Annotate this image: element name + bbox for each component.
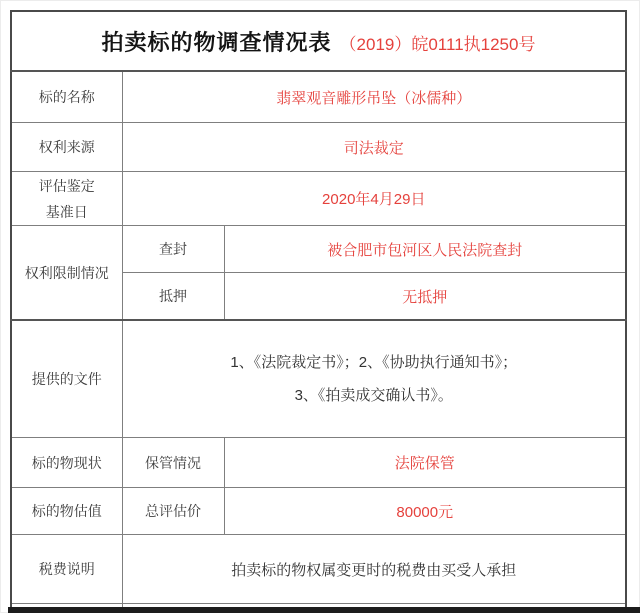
current-status-label: 标的物现状 [11,438,122,488]
valuation-base-date-label-line1: 评估鉴定 [38,177,95,194]
row-tax-note [11,535,626,604]
seizure-value: 被合肥市包河区人民法院查封 [224,226,626,273]
valuation-label: 标的物估值 [11,488,122,535]
subject-name-label: 标的名称 [11,71,122,123]
page-title: 拍卖标的物调查情况表 [101,29,332,55]
custody-label: 保管情况 [122,438,224,488]
row-valuation-base-date [11,172,626,226]
total-appraisal-value: 80000元 [224,488,626,535]
row-right-restriction-seizure [11,226,626,273]
documents-value [122,320,626,438]
case-number: （2019）皖0111执1250号 [339,34,536,54]
custody-value: 法院保管 [224,438,626,488]
auction-survey-table [10,10,627,613]
documents-line2: 3、《拍卖成交确认书》。 [294,387,453,404]
row-documents [11,320,626,438]
total-appraisal-label: 总评估价 [122,488,224,535]
row-current-status [11,438,626,488]
right-restriction-label: 权利限制情况 [11,226,122,321]
valuation-base-date-value: 2020年4月29日 [122,172,626,226]
tax-note-value: 拍卖标的物权属变更时的税费由买受人承担 [122,535,626,604]
mortgage-value: 无抵押 [224,273,626,321]
documents-label: 提供的文件 [11,320,122,438]
row-subject-name [11,71,626,123]
valuation-base-date-label [11,172,122,226]
seizure-label: 查封 [122,226,224,273]
row-right-source [11,123,626,172]
bottom-border-strip [8,607,640,613]
title-cell [11,11,626,71]
tax-note-label: 税费说明 [11,535,122,604]
title-row [11,11,626,71]
valuation-base-date-label-line2: 基准日 [45,203,88,220]
right-source-value: 司法裁定 [122,123,626,172]
subject-name-value: 翡翠观音雕形吊坠（冰儒种） [122,71,626,123]
mortgage-label: 抵押 [122,273,224,321]
right-source-label: 权利来源 [11,123,122,172]
documents-line1: 1、《法院裁定书》；2、《协助执行通知书》； [230,354,518,371]
row-valuation [11,488,626,535]
